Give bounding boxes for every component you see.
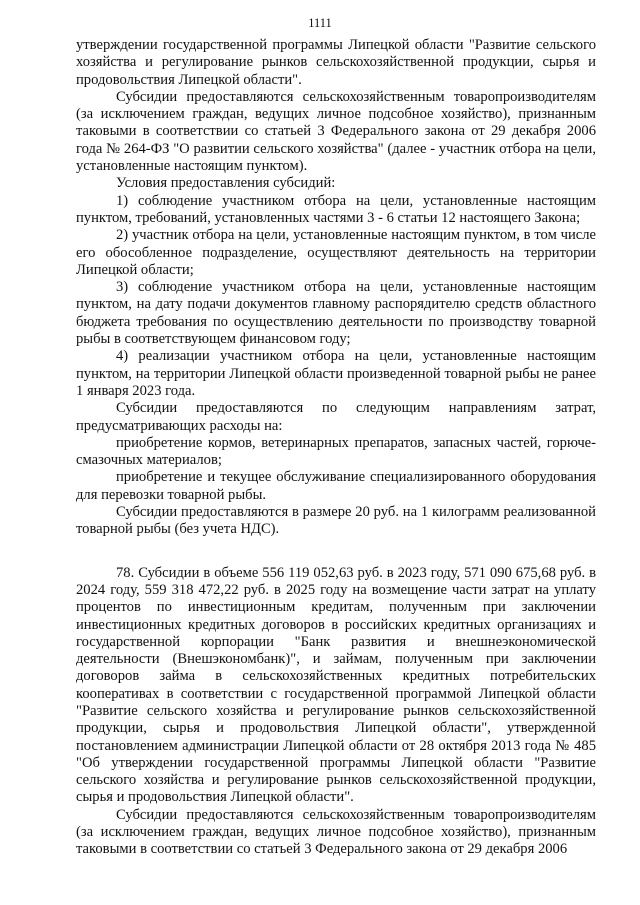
paragraph-condition-4: 4) реализации участником отбора на цели, установленные настоящим пунктом, на территории Липецкой области произведенной товарной рыбы не ранее 1 января 2023 года. (76, 348, 596, 399)
paragraph-item-78: 78. Субсидии в объеме 556 119 052,63 руб. в 2023 году, 571 090 675,68 руб. в 2024 году, 559 318 472,22 руб. в 2025 году на возмещение части затрат на уплату процентов по инвестиционным кредитам, полученным при заключении инвестиционных кредитных договоров в российских кредитных организациях и государственной корпорации "Банк развития и внешнеэкономической деятельности (Внешэкономбанк)", и займам, полученным при заключении договоров займа в сельскохозяйственных кредитных потребительских кооперативах в соответствии с государственной программой Липецкой области "Развитие сельского хозяйства и регулирование рынков сельскохозяйственной продукции, сырья и продовольствия Липецкой области", утвержденной постановлением администрации Липецкой области от 28 октября 2013 года № 485 "Об утверждении государственной программы Липецкой области "Развитие сельского хозяйства и регулирование рынков сельскохозяйственной продукции, сырья и продовольствия Липецкой области". (76, 564, 596, 806)
paragraph-recipients: Субсидии предоставляются сельскохозяйственным товаропроизводителям (за исключением граждан, ведущих личное подсобное хозяйство), признанным таковыми в соответствии со статьей 3 Федерального закона от 29 декабря 2006 года № 264-ФЗ "О развитии сельского хозяйства" (далее - участник отбора на цели, установленные настоящим пунктом). (76, 88, 596, 175)
paragraph-amount: Субсидии предоставляются в размере 20 руб. на 1 килограмм реализованной товарной рыбы (без учета НДС). (76, 504, 596, 538)
paragraph-direction-2: приобретение и текущее обслуживание специализированного оборудования для перевозки товарной рыбы. (76, 469, 596, 503)
document-body (76, 37, 596, 859)
paragraph-condition-1: 1) соблюдение участником отбора на цели, установленные настоящим пунктом, требований, установленных частями 3 - 6 статьи 12 настоящего Закона; (76, 192, 596, 226)
page-number: 1111 (308, 16, 332, 30)
paragraph-directions: Субсидии предоставляются по следующим направлениям затрат, предусматривающих расходы на: (76, 400, 596, 434)
paragraph-direction-1: приобретение кормов, ветеринарных препаратов, запасных частей, горюче-смазочных материалов; (76, 434, 596, 469)
paragraph-condition-3: 3) соблюдение участником отбора на цели, установленные настоящим пунктом, на дату подачи документов главному распорядителю средств областного бюджета требования по осуществлению деятельности по производству товарной рыбы в соответствующем финансовом году; (76, 279, 596, 348)
paragraph-condition-2: 2) участник отбора на цели, установленные настоящим пунктом, в том числе его обособленное подразделение, осуществляют деятельность на территории Липецкой области; (76, 227, 596, 278)
paragraph-intro: утверждении государственной программы Липецкой области "Развитие сельского хозяйства и регулирование рынков сельскохозяйственной продукции, сырья и продовольствия Липецкой области". (76, 37, 596, 88)
paragraph-conditions-heading: Условия предоставления субсидий: (116, 175, 336, 192)
paragraph-recipients-second: Субсидии предоставляются сельскохозяйственным товаропроизводителям (за исключением граждан, ведущих личное подсобное хозяйство), признанным таковыми в соответствии со статьей 3 Федерального закона от 29 декабря 2006 (76, 806, 596, 858)
